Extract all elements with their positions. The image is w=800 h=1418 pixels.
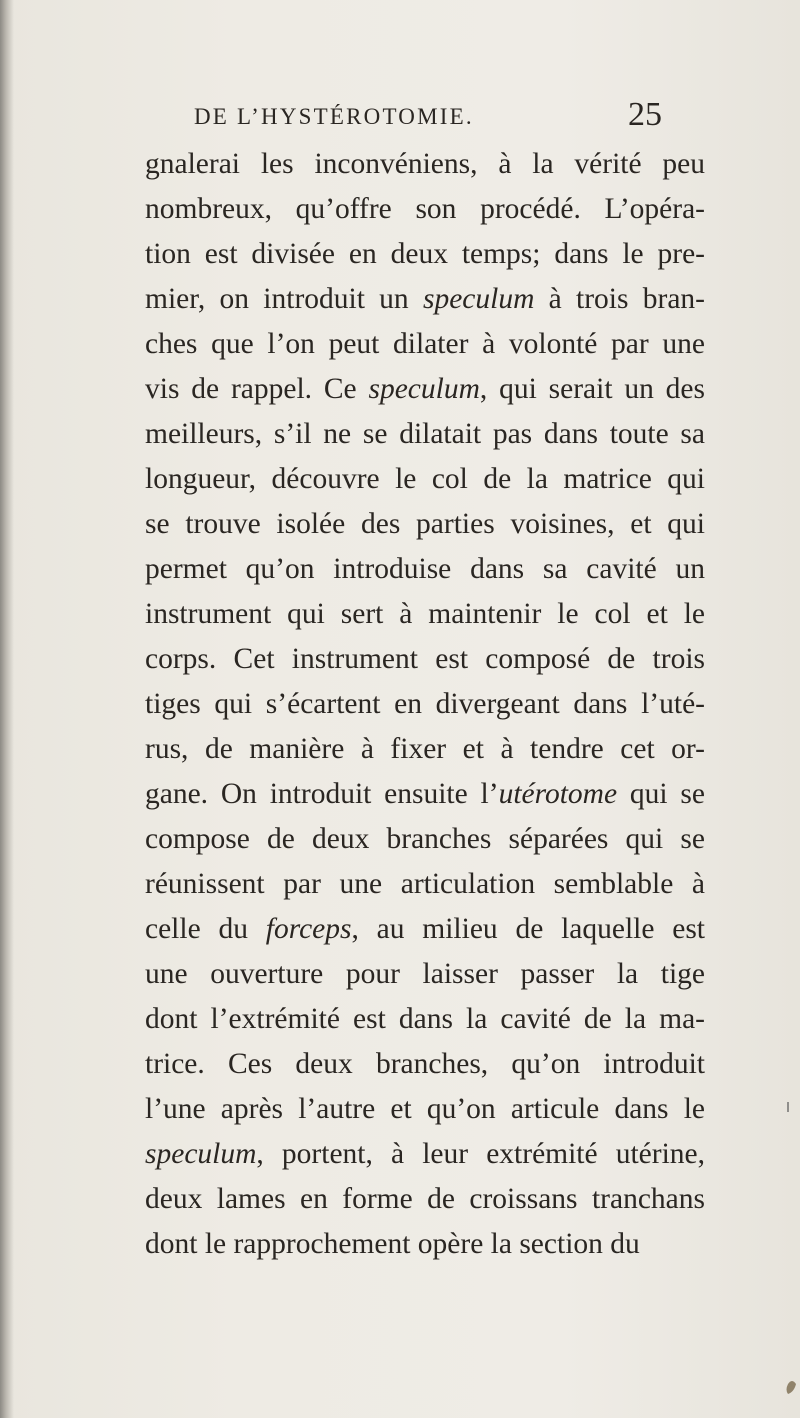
- text-line: gnalerai les inconvéniens, à la vérité peu: [145, 148, 705, 180]
- text-line: rus, de manière à fixer et à tendre cet or-: [145, 733, 705, 765]
- page-number: 25: [628, 96, 662, 133]
- text-line: permet qu’on introduise dans sa cavité un: [145, 553, 705, 585]
- text-line: dont l’extrémité est dans la cavité de la ma-: [145, 1003, 705, 1035]
- text-line: instrument qui sert à maintenir le col et le: [145, 598, 705, 630]
- ink-tick-mark: [787, 1102, 789, 1112]
- text-line: meilleurs, s’il ne se dilatait pas dans toute sa: [145, 418, 705, 450]
- text-line: vis de rappel. Ce speculum, qui serait un des: [145, 373, 706, 405]
- text-line: réunissent par une articulation semblable à: [145, 868, 705, 900]
- text-line: l’une après l’autre et qu’on articule dans le: [145, 1093, 705, 1125]
- page-header: [0, 94, 800, 144]
- running-title: DE L’HYSTÉROTOMIE.: [194, 104, 474, 129]
- text-line: tion est divisée en deux temps; dans le pre-: [145, 238, 705, 270]
- text-line: une ouverture pour laisser passer la tige: [145, 958, 705, 990]
- ink-speck-mark: [787, 1381, 797, 1394]
- text-line: celle du forceps, au milieu de laquelle est: [145, 913, 705, 945]
- text-line: trice. Ces deux branches, qu’on introduit: [145, 1048, 705, 1080]
- text-line: deux lames en forme de croissans tranchans: [145, 1183, 705, 1215]
- text-line: compose de deux branches séparées qui se: [145, 823, 705, 855]
- text-line: mier, on introduit un speculum à trois bran-: [145, 283, 705, 315]
- text-line: nombreux, qu’offre son procédé. L’opéra-: [145, 193, 705, 225]
- text-line: dont le rapprochement opère la section du: [145, 1228, 640, 1260]
- text-line: longueur, découvre le col de la matrice qui: [145, 463, 705, 495]
- text-line: ches que l’on peut dilater à volonté par une: [145, 328, 705, 360]
- body-text: [145, 142, 705, 1267]
- text-line: se trouve isolée des parties voisines, et qui: [145, 508, 705, 540]
- book-spine-shadow: [0, 0, 14, 1418]
- text-line: tiges qui s’écartent en divergeant dans l’uté-: [145, 688, 705, 720]
- text-line: speculum, portent, à leur extrémité utérine,: [145, 1138, 705, 1170]
- text-line: corps. Cet instrument est composé de trois: [145, 643, 705, 675]
- text-line: gane. On introduit ensuite l’utérotome qui se: [145, 778, 705, 810]
